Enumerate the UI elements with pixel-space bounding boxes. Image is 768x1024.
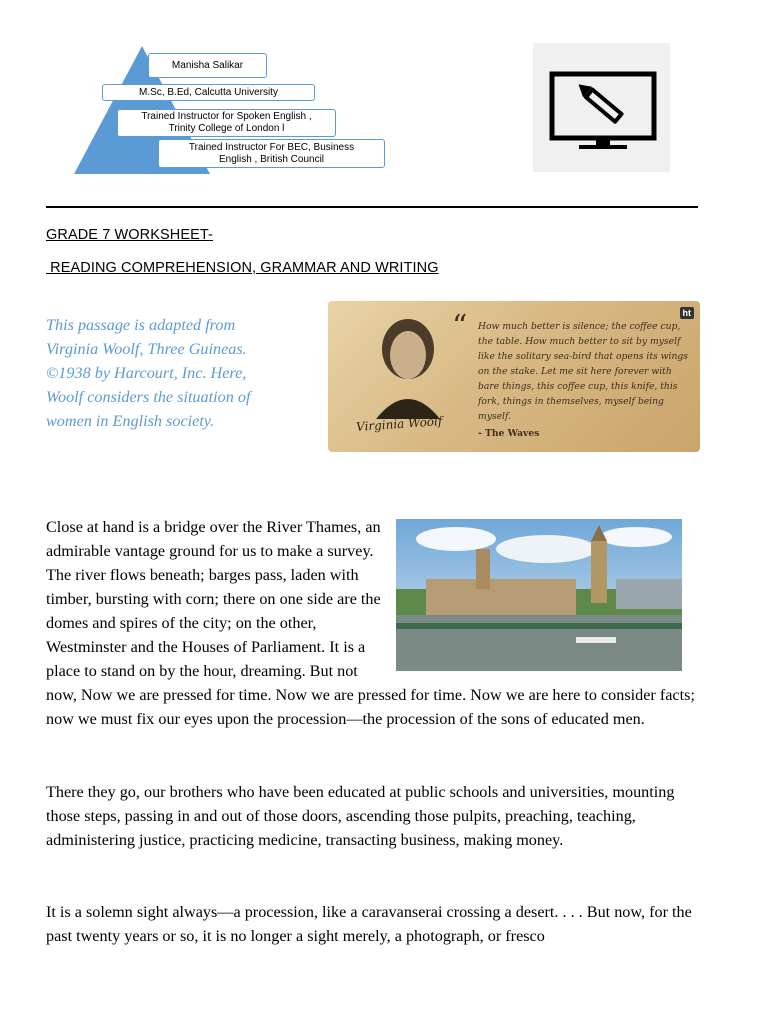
pyramid-label-degree: M.Sc, B.Ed, Calcutta University <box>102 84 315 101</box>
passage-paragraph-2: There they go, our brothers who have been educated at public schools and universities, mounting those steps, passing in and out of those doors, ascending those pulpits, preaching, teaching, administering justice, practicing medicine, transacting business, making money. <box>46 783 675 849</box>
worksheet-title: GRADE 7 WORKSHEET- <box>46 227 213 243</box>
quote-mark-icon: “ <box>452 309 468 344</box>
header-divider <box>46 206 698 208</box>
passage-paragraph-3: It is a solemn sight always—a procession, like a caravanserai crossing a desert. . . . But now, for the past twenty years or so, it is no longer a sight merely, a photograph, or fresco <box>46 903 692 945</box>
pyramid-label-british-council: Trained Instructor For BEC, Business English , British Council <box>158 139 385 168</box>
woolf-portrait <box>356 309 456 419</box>
woolf-signature: Virginia Woolf <box>355 414 443 434</box>
worksheet-subtitle: READING COMPREHENSION, GRAMMAR AND WRITING <box>46 260 439 276</box>
pyramid-label-name: Manisha Salikar <box>148 53 267 78</box>
quote-text: How much better is silence; the coffee cup, the table. How much better to sit by myself like the solitary sea-bird that opens its wings on the stake. Let me sit here forever with bare things, this coffee cup, this knife, this fork, things in themselves, myself being myself. - The Waves <box>478 321 688 439</box>
passage-intro: This passage is adapted from Virginia Woolf, Three Guineas. ©1938 by Harcourt, Inc. Here, Woolf considers the situation of women in English society. <box>46 316 251 430</box>
parliament-photo <box>396 519 682 671</box>
ht-logo: ht <box>680 307 695 319</box>
passage-paragraph-1: Close at hand is a bridge over the River Thames, an admirable vantage ground for us to make a survey. The river flows beneath; barges pass, laden with timber, bursting with corn; there on one side are the domes and spires of the city; on the other, Westminster and the Houses of Parliament. It is a place to stand on by the hour, dreaming. But not now, Now we are pressed for time. Now we are pressed for time. Now we are here to consider facts; now we must fix our eyes upon the procession—the procession of the sons of educated men. <box>46 518 695 728</box>
woolf-quote-image <box>328 301 700 452</box>
monitor-pencil-icon <box>533 43 670 172</box>
pyramid-label-trinity: Trained Instructor for Spoken English , Trinity College of London l <box>117 109 336 137</box>
